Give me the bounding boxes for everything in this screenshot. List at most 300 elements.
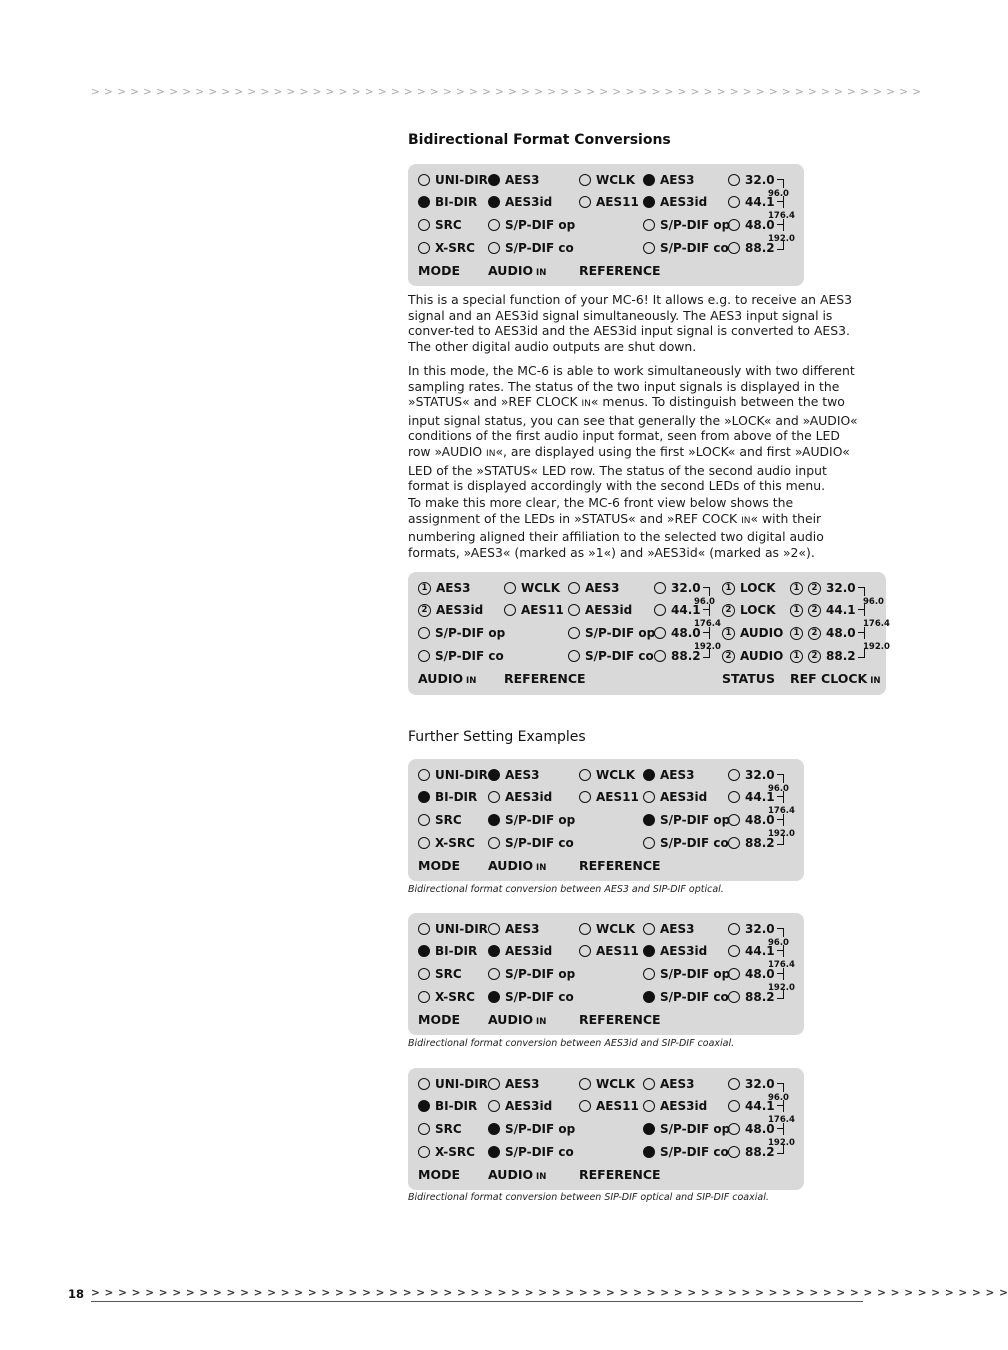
ref-led-wclk	[579, 1076, 635, 1092]
audio-label: AES3	[436, 581, 471, 595]
bottom-rule-line	[91, 1301, 863, 1302]
led-indicator	[643, 1123, 655, 1135]
rate-sub-176.4: 176.4	[768, 806, 795, 816]
ref-label: WCLK	[521, 581, 560, 595]
status-audio-0	[418, 580, 470, 596]
mode-led-src	[418, 1121, 462, 1137]
mode-led-src	[418, 217, 462, 233]
rate-label: 48.0	[745, 813, 775, 827]
led-indicator	[728, 968, 740, 980]
label-text: MODE	[418, 263, 460, 278]
ref-audio-label: S/P-DIF co	[585, 649, 654, 663]
mode-led-x-src	[418, 989, 475, 1005]
rate-bracket-icon	[777, 928, 784, 937]
rate-label: 88.2	[745, 990, 775, 1004]
mode-label: BI-DIR	[435, 790, 478, 804]
led-indicator	[643, 837, 655, 849]
mode-heading	[418, 858, 460, 873]
paragraph-sampling-rates	[408, 363, 864, 494]
label-text: MODE	[418, 858, 460, 873]
led-indicator	[418, 791, 430, 803]
ref-label: AES11	[596, 944, 639, 958]
ref-audio-led-3	[643, 1144, 729, 1160]
ref-led-wclk	[579, 172, 635, 188]
ref-label: AES11	[596, 1099, 639, 1113]
rate-label: 32.0	[745, 1077, 775, 1091]
mode-led-x-src	[418, 240, 475, 256]
rate-label: 48.0	[671, 626, 701, 640]
rate-sub-176.4: 176.4	[768, 211, 795, 221]
led-indicator	[728, 791, 740, 803]
number-mark-1: 1	[790, 582, 803, 595]
rate-label: 44.1	[671, 603, 701, 617]
rate-sub-176.4: 176.4	[694, 619, 721, 629]
audio-label: S/P-DIF co	[505, 990, 574, 1004]
audio-led-3	[488, 835, 574, 851]
led-indicator	[418, 769, 430, 781]
mode-label: UNI-DIR	[435, 1077, 488, 1091]
ref-label: WCLK	[596, 1077, 635, 1091]
number-mark-1: 1	[722, 627, 735, 640]
audio-led-3	[488, 240, 574, 256]
number-mark-2: 2	[722, 650, 735, 663]
status-led-3	[722, 648, 783, 664]
rate-label: 32.0	[671, 581, 701, 595]
led-indicator	[579, 769, 591, 781]
rate-label: 48.0	[826, 626, 856, 640]
number-mark-1: 1	[790, 650, 803, 663]
audio-label: AES3id	[505, 944, 553, 958]
mode-led-src	[418, 966, 462, 982]
rate-led-32.0	[728, 921, 784, 937]
mode-heading	[418, 263, 460, 278]
led-indicator	[568, 650, 580, 662]
label-text: AUDIO	[488, 858, 534, 873]
audio-heading	[418, 671, 476, 686]
status-audio-1	[418, 602, 483, 618]
rate-sub-192.0: 192.0	[768, 829, 795, 839]
audio-label: S/P-DIF op	[435, 626, 506, 640]
para-text: «, are displayed using the first »LOCK« and first »AUDIO« LED of the »STATUS« LED row. The status of the second audio input format is displayed accordingly with the second LEDs of this menu.	[408, 443, 850, 494]
led-indicator	[579, 923, 591, 935]
status-audio-3	[418, 648, 504, 664]
led-indicator	[643, 242, 655, 254]
label-text: REFERENCE	[579, 1167, 661, 1182]
ref-audio-led-0	[643, 767, 694, 783]
label-small: IN	[533, 863, 547, 873]
rate-sub-96.0: 96.0	[768, 1093, 789, 1103]
rate-label: 44.1	[745, 195, 775, 209]
rate-label: 32.0	[745, 173, 775, 187]
led-indicator	[488, 968, 500, 980]
ref-audio-label: AES3	[660, 922, 695, 936]
label-text: AUDIO	[418, 671, 464, 686]
audio-led-2	[488, 812, 575, 828]
led-indicator	[579, 945, 591, 957]
led-indicator	[728, 1123, 740, 1135]
status-led-0	[722, 580, 776, 596]
label-small: IN	[463, 676, 477, 686]
number-mark-2: 2	[808, 604, 821, 617]
audio-led-2	[488, 217, 575, 233]
mode-led-uni-dir	[418, 767, 488, 783]
led-indicator	[643, 1100, 655, 1112]
ref-audio-label: AES3	[585, 581, 620, 595]
led-indicator	[654, 604, 666, 616]
mode-label: BI-DIR	[435, 944, 478, 958]
para-text: « menus. To distinguish between the two input signal status, you can see that generally the »LOCK« and »AUDIO« conditions of the first audio input format, seen from above of the LED row »AUDIO	[408, 394, 858, 459]
audio-led-3	[488, 989, 574, 1005]
rate-label: 32.0	[826, 581, 856, 595]
led-panel-example-1	[408, 759, 804, 881]
reference-heading	[579, 1012, 661, 1027]
label-text: MODE	[418, 1167, 460, 1182]
rate-sub-96.0: 96.0	[768, 938, 789, 948]
rate-led-32.0	[728, 172, 784, 188]
ref-label: WCLK	[596, 922, 635, 936]
paragraph-intro: This is a special function of your MC-6! It allows e.g. to receive an AES3 signal and an AES3id signal simultaneously. The AES3 input signal is conver-ted to AES3id and the AES3id input signal is converted to AES3. The other digital audio outputs are shut down.	[408, 292, 853, 354]
rate-led-32.0	[728, 1076, 784, 1092]
ref-led-wclk	[579, 767, 635, 783]
rate-sub-96.0: 96.0	[694, 597, 715, 607]
ref-audio-label: S/P-DIF co	[660, 1145, 729, 1159]
led-indicator	[643, 791, 655, 803]
rate-sub-176.4: 176.4	[768, 960, 795, 970]
led-indicator	[643, 923, 655, 935]
led-indicator	[654, 582, 666, 594]
mode-label: X-SRC	[435, 241, 475, 255]
audio-led-1	[488, 1098, 552, 1114]
ref-audio-label: AES3id	[660, 1099, 708, 1113]
led-indicator	[488, 1100, 500, 1112]
rate-label: 48.0	[745, 1122, 775, 1136]
led-indicator	[728, 769, 740, 781]
caption-example-3: Bidirectional format conversion between SIP-DIF optical and SIP-DIF coaxial.	[408, 1192, 769, 1203]
led-indicator	[488, 1078, 500, 1090]
led-indicator	[643, 814, 655, 826]
status-ref-audio-0	[568, 580, 619, 596]
ref-audio-led-3	[643, 989, 729, 1005]
ref-audio-led-1	[643, 194, 707, 210]
para-text: « with their numbering aligned their affiliation to the selected two digital audio formats, »AES3« (marked as »1«) and »AES3id« (marked as »2«).	[408, 510, 824, 560]
led-indicator	[418, 837, 430, 849]
rate-bracket-icon	[777, 774, 784, 783]
mode-led-x-src	[418, 1144, 475, 1160]
ref-audio-led-0	[643, 172, 694, 188]
ref-label: AES11	[596, 790, 639, 804]
ref-audio-led-3	[643, 240, 729, 256]
number-mark-2: 2	[722, 604, 735, 617]
mode-label: SRC	[435, 218, 462, 232]
rate-sub-96.0: 96.0	[768, 784, 789, 794]
rate-sub-192.0: 192.0	[694, 642, 721, 652]
mode-label: BI-DIR	[435, 1099, 478, 1113]
caption-example-1: Bidirectional format conversion between AES3 and SIP-DIF optical.	[408, 884, 724, 895]
audio-led-0	[488, 172, 539, 188]
led-indicator	[579, 791, 591, 803]
led-indicator	[488, 769, 500, 781]
led-indicator	[643, 968, 655, 980]
ref-audio-led-3	[643, 835, 729, 851]
label-text: REFERENCE	[579, 858, 661, 873]
mode-label: X-SRC	[435, 1145, 475, 1159]
led-indicator	[488, 219, 500, 231]
led-indicator	[488, 1146, 500, 1158]
label-text: MODE	[418, 1012, 460, 1027]
led-indicator	[488, 945, 500, 957]
led-indicator	[418, 174, 430, 186]
ref-led-aes11	[579, 194, 639, 210]
ref-audio-label: AES3id	[585, 603, 633, 617]
ref-audio-label: S/P-DIF op	[660, 218, 731, 232]
audio-label: AES3	[505, 922, 540, 936]
ref-led-wclk	[579, 921, 635, 937]
led-indicator	[418, 627, 430, 639]
status-label: LOCK	[740, 603, 776, 617]
led-indicator	[643, 991, 655, 1003]
status-label: AUDIO	[740, 649, 784, 663]
led-panel-example-3	[408, 1068, 804, 1190]
status-heading	[722, 671, 775, 686]
ref-audio-label: AES3	[660, 768, 695, 782]
status-label: LOCK	[740, 581, 776, 595]
led-indicator	[418, 1100, 430, 1112]
audio-label: AES3id	[505, 195, 553, 209]
ref-led-aes11	[579, 789, 639, 805]
led-indicator	[579, 1100, 591, 1112]
number-mark-2: 2	[808, 582, 821, 595]
rate-sub-192.0: 192.0	[863, 642, 890, 652]
led-indicator	[643, 1078, 655, 1090]
led-indicator	[643, 1146, 655, 1158]
audio-led-1	[488, 194, 552, 210]
led-indicator	[418, 945, 430, 957]
audio-heading	[488, 858, 546, 873]
bottom-arrow-rule: > > > > > > > > > > > > > > > > > > > > > > > > > > > > > > > > > > > > > > > > > > > > > > > > > > > > > > > > > > > > > > > > > > > >	[91, 1287, 1008, 1299]
mode-label: UNI-DIR	[435, 768, 488, 782]
led-indicator	[728, 242, 740, 254]
mode-led-bi-dir	[418, 1098, 477, 1114]
mode-heading	[418, 1012, 460, 1027]
audio-led-0	[488, 921, 539, 937]
rate-sub-192.0: 192.0	[768, 1138, 795, 1148]
rate-sub-192.0: 192.0	[768, 983, 795, 993]
led-indicator	[488, 242, 500, 254]
ref-audio-led-1	[643, 1098, 707, 1114]
rate-sub-96.0: 96.0	[863, 597, 884, 607]
ref-label: WCLK	[596, 173, 635, 187]
reference-heading	[504, 671, 586, 686]
audio-label: AES3	[505, 173, 540, 187]
led-indicator	[418, 650, 430, 662]
led-indicator	[728, 174, 740, 186]
rate-bracket-icon	[703, 587, 710, 596]
rate-label: 88.2	[745, 836, 775, 850]
status-ref-wclk	[504, 580, 560, 596]
audio-label: AES3	[505, 1077, 540, 1091]
rate-led-32.0	[790, 580, 865, 596]
mode-led-bi-dir	[418, 194, 477, 210]
led-indicator	[568, 582, 580, 594]
ref-audio-led-2	[643, 1121, 730, 1137]
led-indicator	[643, 219, 655, 231]
audio-label: S/P-DIF op	[505, 218, 576, 232]
small-caps-in: IN	[741, 515, 751, 526]
para-text: In this mode, the MC-6 is able to work simultaneously with two different sampling rates. The status of the two input signals is displayed in the »STATUS« and »REF CLOCK	[408, 363, 855, 410]
ref-audio-led-1	[643, 789, 707, 805]
mode-heading	[418, 1167, 460, 1182]
led-indicator	[728, 991, 740, 1003]
led-indicator	[418, 1123, 430, 1135]
label-text: REFERENCE	[504, 671, 586, 686]
rate-label: 88.2	[671, 649, 701, 663]
ref-led-aes11	[579, 1098, 639, 1114]
led-indicator	[579, 196, 591, 208]
led-panel-status-assignment	[408, 572, 890, 695]
led-indicator	[418, 219, 430, 231]
label-text: AUDIO	[488, 263, 534, 278]
rate-led-32.0	[728, 767, 784, 783]
rate-label: 44.1	[745, 790, 775, 804]
mode-label: X-SRC	[435, 990, 475, 1004]
rate-label: 44.1	[745, 944, 775, 958]
led-indicator	[418, 1146, 430, 1158]
mode-label: BI-DIR	[435, 195, 478, 209]
reference-heading	[579, 858, 661, 873]
rate-label: 88.2	[745, 1145, 775, 1159]
audio-label: S/P-DIF co	[505, 1145, 574, 1159]
rate-bracket-icon	[777, 179, 784, 188]
audio-label: S/P-DIF op	[505, 967, 576, 981]
ref-audio-label: S/P-DIF co	[660, 990, 729, 1004]
rate-label: 48.0	[745, 218, 775, 232]
ref-label: WCLK	[596, 768, 635, 782]
led-indicator	[418, 814, 430, 826]
status-ref-audio-1	[568, 602, 632, 618]
audio-label: S/P-DIF op	[505, 813, 576, 827]
status-ref-audio-2	[568, 625, 655, 641]
ref-audio-label: AES3	[660, 1077, 695, 1091]
led-indicator	[728, 1078, 740, 1090]
section-heading-bidirectional: Bidirectional Format Conversions	[408, 132, 671, 148]
led-indicator	[568, 604, 580, 616]
audio-label: AES3	[505, 768, 540, 782]
rate-sub-96.0: 96.0	[768, 189, 789, 199]
number-mark-2: 2	[808, 627, 821, 640]
rate-label: 88.2	[826, 649, 856, 663]
label-text: REFERENCE	[579, 1012, 661, 1027]
label-text: STATUS	[722, 671, 775, 686]
status-ref-audio-3	[568, 648, 654, 664]
small-caps-in: IN	[581, 399, 591, 410]
label-text: AUDIO	[488, 1167, 534, 1182]
ref-label: AES11	[596, 195, 639, 209]
label-text: REFERENCE	[579, 263, 661, 278]
led-indicator	[488, 814, 500, 826]
ref-label: AES11	[521, 603, 564, 617]
status-audio-2	[418, 625, 505, 641]
led-indicator	[728, 837, 740, 849]
mode-label: UNI-DIR	[435, 173, 488, 187]
led-indicator	[488, 1123, 500, 1135]
small-caps-in: IN	[486, 448, 496, 459]
mode-led-uni-dir	[418, 172, 488, 188]
mode-label: SRC	[435, 813, 462, 827]
number-mark-1: 1	[790, 604, 803, 617]
led-indicator	[504, 582, 516, 594]
ref-audio-label: S/P-DIF op	[660, 1122, 731, 1136]
rate-led-88.2	[790, 648, 865, 664]
audio-led-2	[488, 1121, 575, 1137]
rate-label: 44.1	[826, 603, 856, 617]
ref-audio-label: AES3id	[660, 790, 708, 804]
audio-label: S/P-DIF co	[505, 241, 574, 255]
ref-audio-led-1	[643, 943, 707, 959]
audio-label: AES3id	[436, 603, 484, 617]
audio-led-1	[488, 943, 552, 959]
rate-led-48.0	[790, 625, 865, 641]
audio-label: AES3id	[505, 1099, 553, 1113]
led-indicator	[488, 837, 500, 849]
rate-led-32.0	[654, 580, 710, 596]
rate-sub-176.4: 176.4	[768, 1115, 795, 1125]
led-indicator	[488, 923, 500, 935]
reference-heading	[579, 263, 661, 278]
mode-label: UNI-DIR	[435, 922, 488, 936]
audio-label: S/P-DIF op	[505, 1122, 576, 1136]
section-heading-examples: Further Setting Examples	[408, 729, 586, 745]
led-indicator	[643, 196, 655, 208]
rate-label: 44.1	[745, 1099, 775, 1113]
number-mark-1: 1	[418, 582, 431, 595]
ref-audio-label: S/P-DIF co	[660, 836, 729, 850]
led-indicator	[418, 968, 430, 980]
ref-led-aes11	[579, 943, 639, 959]
status-ref-aes11	[504, 602, 564, 618]
label-text: AUDIO	[488, 1012, 534, 1027]
mode-label: SRC	[435, 1122, 462, 1136]
mode-label: X-SRC	[435, 836, 475, 850]
audio-led-1	[488, 789, 552, 805]
led-indicator	[488, 196, 500, 208]
led-indicator	[568, 627, 580, 639]
top-arrow-rule: > > > > > > > > > > > > > > > > > > > > > > > > > > > > > > > > > > > > > > > > > > > > > > > > > > > > > > > > > > > > > > > >	[91, 86, 922, 98]
para-text: To make this more clear, the MC-6 front view below shows the assignment of the LEDs in »STATUS« and »REF COCK	[408, 495, 794, 526]
led-indicator	[418, 991, 430, 1003]
led-indicator	[579, 174, 591, 186]
ref-audio-led-0	[643, 921, 694, 937]
audio-label: S/P-DIF co	[435, 649, 504, 663]
mode-led-uni-dir	[418, 1076, 488, 1092]
rate-sub-192.0: 192.0	[768, 234, 795, 244]
rate-label: 48.0	[745, 967, 775, 981]
led-indicator	[728, 196, 740, 208]
led-indicator	[418, 1078, 430, 1090]
label-small: IN	[533, 268, 547, 278]
mode-led-x-src	[418, 835, 475, 851]
led-indicator	[418, 242, 430, 254]
led-indicator	[654, 650, 666, 662]
led-indicator	[488, 174, 500, 186]
label-small: IN	[533, 1017, 547, 1027]
rate-sub-176.4: 176.4	[863, 619, 890, 629]
audio-led-2	[488, 966, 575, 982]
rate-label: 88.2	[745, 241, 775, 255]
audio-led-3	[488, 1144, 574, 1160]
led-indicator	[728, 923, 740, 935]
led-indicator	[728, 1146, 740, 1158]
paragraph-front-view	[408, 495, 864, 560]
